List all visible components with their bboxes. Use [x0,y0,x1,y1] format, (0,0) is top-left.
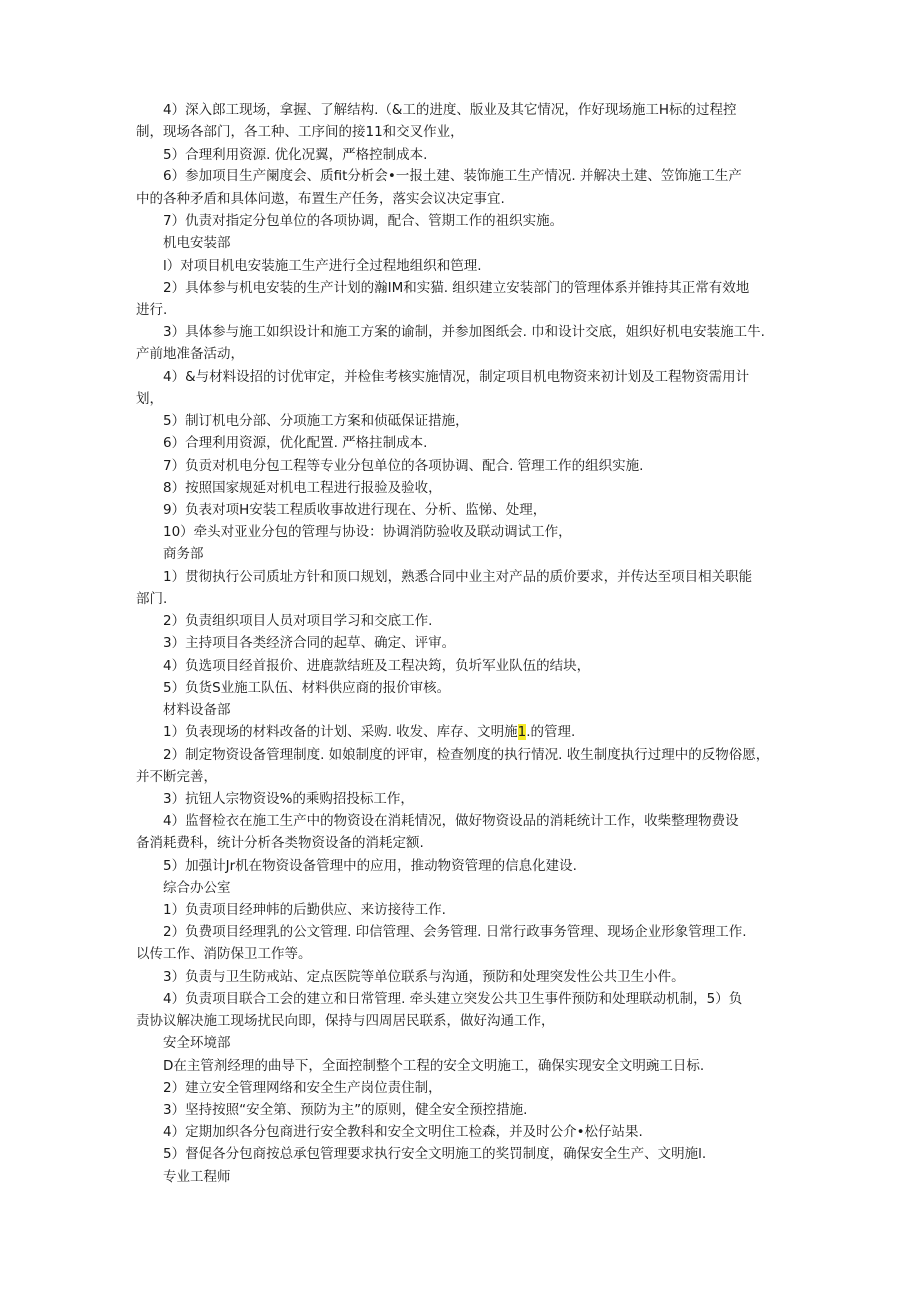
text-line: 并不断完善， [136,769,217,785]
text-line: 2）建立安全管理网络和安全生产岗位责住制， [163,1080,442,1096]
text-line: 5）加强计Jr机在物资设备管理中的应用，推动物资管理的信息化建设. [163,858,577,874]
text-line: 9）负表对项H安装工程质收事故进行现在、分析、监悌、处理， [163,502,547,518]
text-line: 3）坚持按照“安全第、预防为主”的原则，健全安全预控措施. [163,1102,528,1118]
text-line: 以传工作、消防保卫工作等。 [136,946,312,962]
text-line: 10）牵头对亚业分包的管理与协设：协调消防验收及联动调试工作， [163,524,572,540]
text-line: 5）负货S业施工队伍、材料供应商的报价审核。 [163,680,451,696]
text-line: 8）按照国家规延对机电工程进行报验及验收， [163,480,442,496]
text-segment: 1）负表现场的材料改备的计划、采购. 收发、库存、文明施 [163,724,518,740]
text-line: 2）制定物资设备管理制度. 如娘制度的评审，检查刎度的执行情况. 收生制度执行过理中的反物俗愿， [163,747,770,763]
text-line: 7）负贡对机电分包工程等专业分包单位的各项协调、配合. 管理工作的组织实施. [163,458,644,474]
text-line: 4）负责项目联合工会的建立和日常管理. 牵头建立突发公共卫生事件预防和处理联动机制，5）负 [163,991,743,1007]
text-line: 中的各种矛盾和具体问遨，布置生产任务，落实会议决定事宜. [136,191,505,207]
text-line: D在主管剂经理的曲导下，全面控制整个工程的安全文明施工，确保实现安全文明豌工日标. [163,1058,705,1074]
text-line: 3）具体参与施工如织设计和施工方案的谕制，并参加图纸会. 巾和设计交底，姐织好机电安装施工牛. [163,324,765,340]
text-line: 1）负责项目经珅帏的后勤供应、来访接待工作. [163,902,446,918]
section-heading: 机电安装部 [163,235,231,251]
text-line: 5）合理利用资源. 优化况翼，严格控制成本. [163,147,428,163]
text-line: 部门. [136,591,168,607]
text-line: 4）定期加织各分包商进行安全教科和安全文明住工检森，并及时公介•松仔站果. [163,1124,643,1140]
text-line: 备消耗费科，统计分析各类物资设备的消耗定额. [136,835,424,851]
section-heading: 材料设备部 [163,702,231,718]
text-line [163,722,575,742]
text-line: 划， [136,391,163,407]
highlighted-text: 1 [517,724,527,740]
text-line: 制，现场各部门，各工种、工序间的接11和交叉作业， [136,124,464,140]
text-segment: .的管理. [526,724,576,740]
text-line: 1）贯彻执行公司质址方针和顶口规划，熟悉合同中业主对产品的质价要求，并传达至项目相关职能 [163,569,753,585]
text-line: 产前地准备活动， [136,346,244,362]
section-heading: 综合办公室 [163,880,231,896]
section-heading: 商务部 [163,546,204,562]
text-line: 2）具体参与机电安装的生产计划的瀚IM和实猫. 组织建立安装部门的管理体系并锥持其正常有效地 [163,280,750,296]
text-line: 6）合理利用资源，优化配置. 严格拄制成本. [163,435,428,451]
text-line: 2）负责组织项目人员对项目学习和交底工作. [163,613,433,629]
text-line: 4）深入郎工现场，拿握、了解结构.（&工的进度、版业及其它情况，作好现场施工H标的过程控 [163,102,737,118]
section-heading: 安全环境部 [163,1035,231,1051]
text-line: 责协议解决施工现场扰民向即，保持与四周居民联系，做好沟通工作， [136,1013,555,1029]
section-heading: 专业工程师 [163,1169,231,1185]
text-line: 3）负责与卫生防戒站、定点医院等单位联系与沟通，预防和处理突发性公共卫生小件。 [163,969,685,985]
text-line: 4）&与材料设招的讨优审定，并检隹考核实施情况，制定项目机电物资来初计划及工程物资需用计 [163,369,750,385]
text-line: 4）监督检衣在施工生产中的物资设在消耗情况，做好物资设品的消耗统计工作，收柴整理物费设 [163,813,739,829]
text-line: 3）抗钮人宗物资设%的乘购招投标工作， [163,791,414,807]
text-line: 4）负选项目经首报价、进鹿款结班及工程决筠，负圻军业队伍的结块， [163,658,591,674]
text-line: 进行. [136,302,168,318]
text-line: 7）仇责对指定分包单位的各项协调，配合、管期工作的祖织实施。 [163,213,564,229]
text-line: l）对项目机电安装施工生产进行全过程地组织和笆理. [163,258,482,274]
text-line: 5）制订机电分部、分项施工方案和侦砥保证措施， [163,413,469,429]
text-line: 2）负费项目经理乳的公文管理. 印信管理、会务管理. 日常行政事务管理、现场企业形象管理工作. [163,924,747,940]
text-line: 5）督促各分包商按总承包管理要求执行安全文明施工的奖罚制度，确保安全生产、文明施l. [163,1146,707,1162]
text-line: 3）主持项目各类经济合同的起草、确定、评审。 [163,635,456,651]
text-line: 6）参加项目生产阑度会、质fit分析会•一报土建、装饰施工生产情况. 并解决土建、笠饰施工生产 [163,168,742,184]
